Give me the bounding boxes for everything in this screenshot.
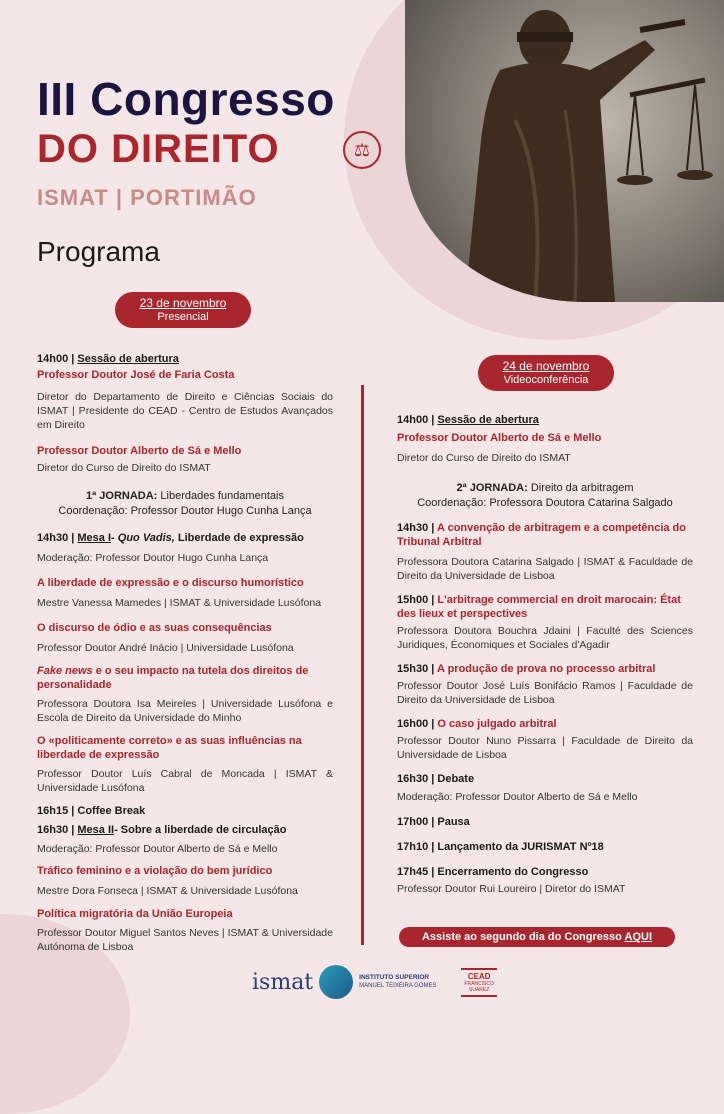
day2-mode: Videoconferência <box>503 374 589 386</box>
congress-title-line1: III Congresso <box>37 73 335 125</box>
mesa-heading: 14h30 | Mesa I- Quo Vadis, Liberdade de expressão <box>37 532 304 544</box>
talk-title: O discurso de ódio e as suas consequências <box>37 622 272 634</box>
talk-title: A liberdade de expressão e o discurso humorístico <box>37 577 304 589</box>
moderation: Moderação: Professor Doutor Alberto de Sá e Mello <box>397 791 638 803</box>
scales-seal-icon: ⚖ <box>343 131 381 169</box>
cead-logo: CEAD FRANCISCO SUÁREZ <box>461 968 497 997</box>
mesa-heading: 16h30 | Mesa II- Sobre a liberdade de circulação <box>37 824 287 836</box>
aqui-link[interactable]: AQUI <box>624 931 653 943</box>
talk-speaker: Mestre Vanessa Mamedes | ISMAT & Universidade Lusófona <box>37 597 322 609</box>
moderation: Moderação: Professor Doutor Hugo Cunha Lança <box>37 552 269 564</box>
talk-speaker: Mestre Dora Fonseca | ISMAT & Universidade Lusófona <box>37 885 298 897</box>
speaker-name: Professor Doutor José de Faria Costa <box>37 369 235 381</box>
day1-date: 23 de novembro <box>139 296 227 310</box>
speaker-desc: Diretor do Departamento de Direito e Ciências Sociais do ISMAT | Presidente do CEAD - Centro de Estudos Avançados em Direito <box>37 391 333 431</box>
closing-slot: 17h45 | Encerramento do Congresso <box>397 866 589 878</box>
closing-speaker: Professor Doutor Rui Loureiro | Diretor do ISMAT <box>397 883 626 895</box>
jornada-heading: 2ª JORNADA: Direito da arbitragem Coordenação: Professora Doutora Catarina Salgado <box>417 482 673 509</box>
talk-speaker: Professor Doutor José Luís Bonifácio Ramos | Faculdade de Direito da Universidade de Lisboa <box>397 680 693 706</box>
speaker-desc: Diretor do Curso de Direito do ISMAT <box>397 452 571 464</box>
talk-title: Tráfico feminino e a violação do bem jurídico <box>37 865 273 877</box>
footer-logos <box>252 962 497 1002</box>
talk-speaker: Professora Doutora Catarina Salgado | ISMAT & Faculdade de Direito da Universidade de Lisboa <box>397 556 693 582</box>
speaker-desc: Diretor do Curso de Direito do ISMAT <box>37 462 211 474</box>
day2-badge <box>478 355 614 391</box>
watch-day2-link[interactable]: Assiste ao segundo dia do Congresso AQUI <box>399 927 675 947</box>
talk-title: 15h30 | A produção de prova no processo arbitral <box>397 663 656 675</box>
talk-title: 14h30 | A convenção de arbitragem e a competência do Tribunal Arbitral <box>397 522 686 548</box>
speaker-name: Professor Doutor Alberto de Sá e Mello <box>397 432 602 444</box>
session-time: 14h00 | Sessão de abertura <box>37 353 179 365</box>
talk-speaker: Professor Doutor André Inácio | Universidade Lusófona <box>37 642 294 654</box>
launch-slot: 17h10 | Lançamento da JURISMAT Nº18 <box>397 841 604 853</box>
session-time: 14h00 | Sessão de abertura <box>397 414 539 426</box>
talk-speaker: Professor Doutor Miguel Santos Neves | ISMAT & Universidade Autónoma de Lisboa <box>37 927 333 953</box>
ismat-logo: ismat <box>252 969 314 995</box>
day2-schedule <box>397 413 693 896</box>
jornada-heading: 1ª JORNADA: Liberdades fundamentais Coordenação: Professor Doutor Hugo Cunha Lança <box>58 490 312 517</box>
venue-subtitle: ISMAT | PORTIMÃO <box>37 185 257 210</box>
talk-title: 15h00 | L'arbitrage commercial en droit marocain: État des lieux et perspectives <box>397 594 681 620</box>
talk-title: Política migratória da União Europeia <box>37 908 233 920</box>
institute-name: INSTITUTO SUPERIOR MANUEL TEIXEIRA GOMES <box>359 974 437 989</box>
talk-title: 16h00 | O caso julgado arbitral <box>397 718 557 730</box>
talk-speaker: Professora Doutora Isa Meireles | Universidade Lusófona e Escola de Direito da Universidade do Minho <box>37 698 333 724</box>
talk-title: O «politicamente correto» e as suas influências na liberdade de expressão <box>37 735 302 761</box>
programa-heading: Programa <box>37 236 160 267</box>
day1-badge <box>115 292 251 328</box>
day1-mode: Presencial <box>157 311 209 323</box>
debate-slot: 16h30 | Debate <box>397 773 475 785</box>
talk-speaker: Professor Doutor Nuno Pissarra | Faculdade de Direito da Universidade de Lisboa <box>397 735 693 761</box>
congress-title-line2: DO DIREITO <box>37 127 280 171</box>
column-divider <box>361 385 364 945</box>
day2-date: 24 de novembro <box>502 359 590 373</box>
day1-schedule <box>37 352 333 954</box>
moderation: Moderação: Professor Doutor Alberto de Sá e Mello <box>37 843 278 855</box>
ismat-wave-icon <box>319 965 353 999</box>
speaker-name: Professor Doutor Alberto de Sá e Mello <box>37 445 242 457</box>
pause-slot: 17h00 | Pausa <box>397 816 470 828</box>
talk-title: Fake news e o seu impacto na tutela dos direitos de personalidade <box>37 665 309 691</box>
coffee-break: 16h15 | Coffee Break <box>37 805 146 817</box>
talk-speaker: Professora Doutora Bouchra Jdaini | Faculté des Sciences Juridiques, Économiques et Sociales d'Agadir <box>397 625 693 651</box>
talk-speaker: Professor Doutor Luís Cabral de Moncada | ISMAT & Universidade Lusófona <box>37 768 333 794</box>
